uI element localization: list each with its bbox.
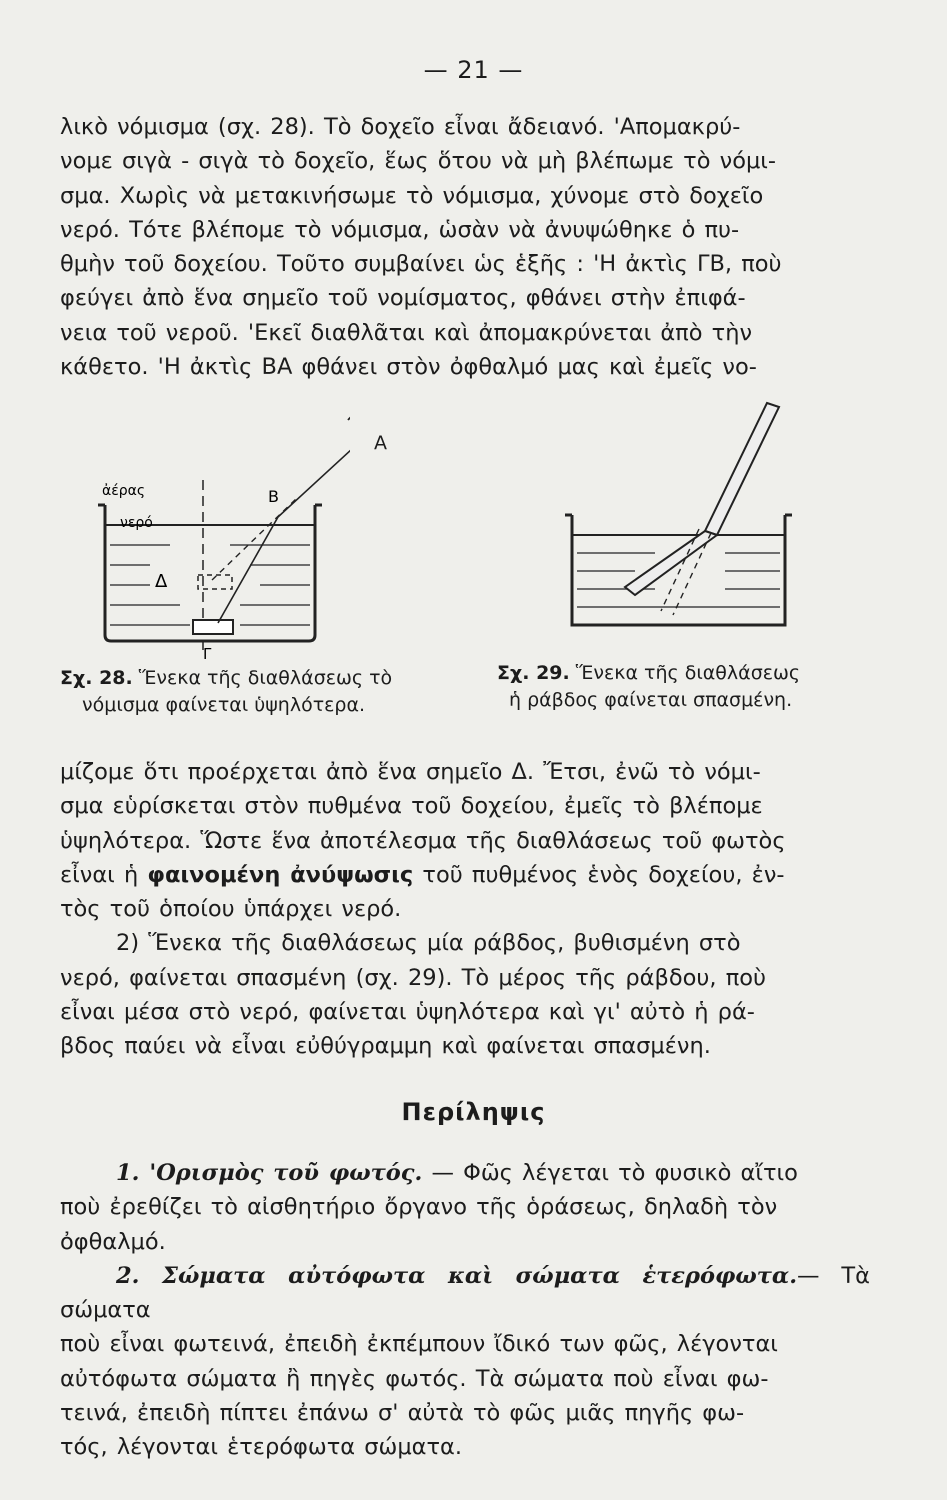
rod-upper [705, 403, 779, 535]
caption-text: Ἕνεκα τῆς διαθλάσεως [575, 662, 801, 684]
text-line: κάθετο. 'Η ἀκτὶς ΒΑ φθάνει στὸν ὀφθαλμό μας καὶ ἐμεῖς νο- [60, 354, 757, 381]
label-air: ἀέρας [102, 483, 146, 499]
label-b: Β [268, 487, 279, 506]
caption-text: Ἕνεκα τῆς διαθλάσεως τὸ [138, 667, 393, 689]
caption-text: νόμισμα φαίνεται ὑψηλότερα. [82, 694, 366, 716]
text-line: τός, λέγονται ἑτερόφωτα σώματα. [60, 1434, 463, 1461]
caption-text: ἡ ράβδος φαίνεται σπασμένη. [509, 689, 793, 711]
text-line: 2) Ἕνεκα τῆς διαθλάσεως μία ράβδος, βυθισμένη στὸ [116, 930, 741, 957]
summary-item-heading: 2. Σώματα αὐτόφωτα καὶ σώματα ἑτερόφωτα. [116, 1262, 798, 1289]
paragraph-middle [60, 755, 870, 1064]
text-line: ποὺ ἐρεθίζει τὸ αἰσθητήριο ὄργανο τῆς ὁράσεως, δηλαδὴ τὸν [60, 1194, 778, 1221]
text-line: θμὴν τοῦ δοχείου. Τοῦτο συμβαίνει ὡς ἑξῆς : 'Η ἀκτὶς ΓΒ, ποὺ [60, 251, 782, 278]
text-line: τεινά, ἐπειδὴ πίπτει ἐπάνω σ' αὐτὰ τὸ φῶς μιᾶς πηγῆς φω- [60, 1400, 745, 1427]
label-water: νερό [120, 515, 153, 531]
rod-lower [625, 531, 717, 595]
label-a-eye: Α [374, 432, 387, 454]
paragraph-top [60, 110, 870, 384]
figure-28-diagram [90, 395, 350, 670]
text-line: σμα εὑρίσκεται στὸν πυθμένα τοῦ δοχείου, ἐμεῖς τὸ βλέπομε [60, 793, 763, 820]
text-line: αὐτόφωτα σώματα ἢ πηγὲς φωτός. Τὰ σώματα ποὺ εἶναι φω- [60, 1365, 769, 1392]
eye-icon [348, 414, 350, 431]
text-line: ποὺ εἶναι φωτεινά, ἐπειδὴ ἐκπέμπουν ἴδικό των φῶς, λέγονται [60, 1331, 778, 1358]
text-line: εἶναι μέσα στὸ νερό, φαίνεται ὑψηλότερα καὶ γι' αὐτὸ ἡ ρά- [60, 999, 755, 1026]
figure-29-caption [497, 660, 877, 714]
text-line: βδος παύει νὰ εἶναι εὐθύγραμμη καὶ φαίνεται σπασμένη. [60, 1033, 711, 1060]
text-line: ὑψηλότερα. Ὥστε ἕνα ἀποτέλεσμα τῆς διαθλάσεως τοῦ φωτὸς [60, 827, 786, 854]
text-line: νεια τοῦ νεροῦ. 'Εκεῖ διαθλᾶται καὶ ἀπομακρύνεται ἀπὸ τὴν [60, 319, 753, 346]
text-line: μίζομε ὅτι προέρχεται ἀπὸ ἕνα σημεῖο Δ. Ἔτσι, ἐνῶ τὸ νόμι- [60, 759, 761, 785]
label-g: Γ [203, 645, 212, 663]
text-line: φεύγει ἀπὸ ἕνα σημεῖο τοῦ νομίσματος, φθάνει στὴν ἐπιφά- [60, 285, 746, 312]
ray-g-b [218, 517, 278, 623]
text-line: νομε σιγὰ - σιγὰ τὸ δοχεῖο, ἕως ὅτου νὰ μὴ βλέπωμε τὸ νόμι- [60, 148, 777, 175]
caption-number: Σχ. 28. [60, 667, 133, 689]
emphasis-term: φαινομένη ἀνύψωσις [147, 861, 414, 888]
text-line: εἶναι ἡ φαινομένη ἀνύψωσις τοῦ πυθμένος ἑνὸς δοχείου, ἐν- [60, 861, 785, 888]
text-line: σμα. Χωρὶς νὰ μετακινήσωμε τὸ νόμισμα, χύνομε στὸ δοχεῖο [60, 182, 764, 209]
figure-28-caption [60, 665, 460, 719]
text-line: λικὸ νόμισμα (σχ. 28). Τὸ δοχεῖο εἶναι ἄδειανό. 'Απομακρύ- [60, 114, 741, 140]
summary-section [60, 1156, 870, 1465]
figure-29-diagram [555, 395, 865, 645]
text-line: 1. 'Ορισμὸς τοῦ φωτός. — Φῶς λέγεται τὸ φυσικὸ αἴτιο [116, 1160, 798, 1186]
container-outline [572, 515, 785, 625]
coin [193, 620, 233, 634]
water-hatching [110, 545, 310, 625]
summary-heading: Περίληψις [401, 1098, 546, 1126]
caption-number: Σχ. 29. [497, 662, 570, 684]
text-line: ὀφθαλμό. [60, 1228, 166, 1255]
summary-item-heading: 1. 'Ορισμὸς τοῦ φωτός. [116, 1160, 423, 1186]
text-line: νερό. Τότε βλέπομε τὸ νόμισμα, ὡσὰν νὰ ἀνυψώθηκε ὁ πυ- [60, 216, 740, 243]
text-line: 2. Σώματα αὐτόφωτα καὶ σώματα ἑτερόφωτα.— Τὰ σώματα [60, 1262, 870, 1324]
label-d: Δ [155, 571, 168, 592]
text-line: νερό, φαίνεται σπασμένη (σχ. 29). Τὸ μέρος τῆς ράβδου, ποὺ [60, 964, 767, 991]
page-number: — 21 — [423, 56, 524, 84]
text-line: τὸς τοῦ ὁποίου ὑπάρχει νερό. [60, 896, 402, 923]
